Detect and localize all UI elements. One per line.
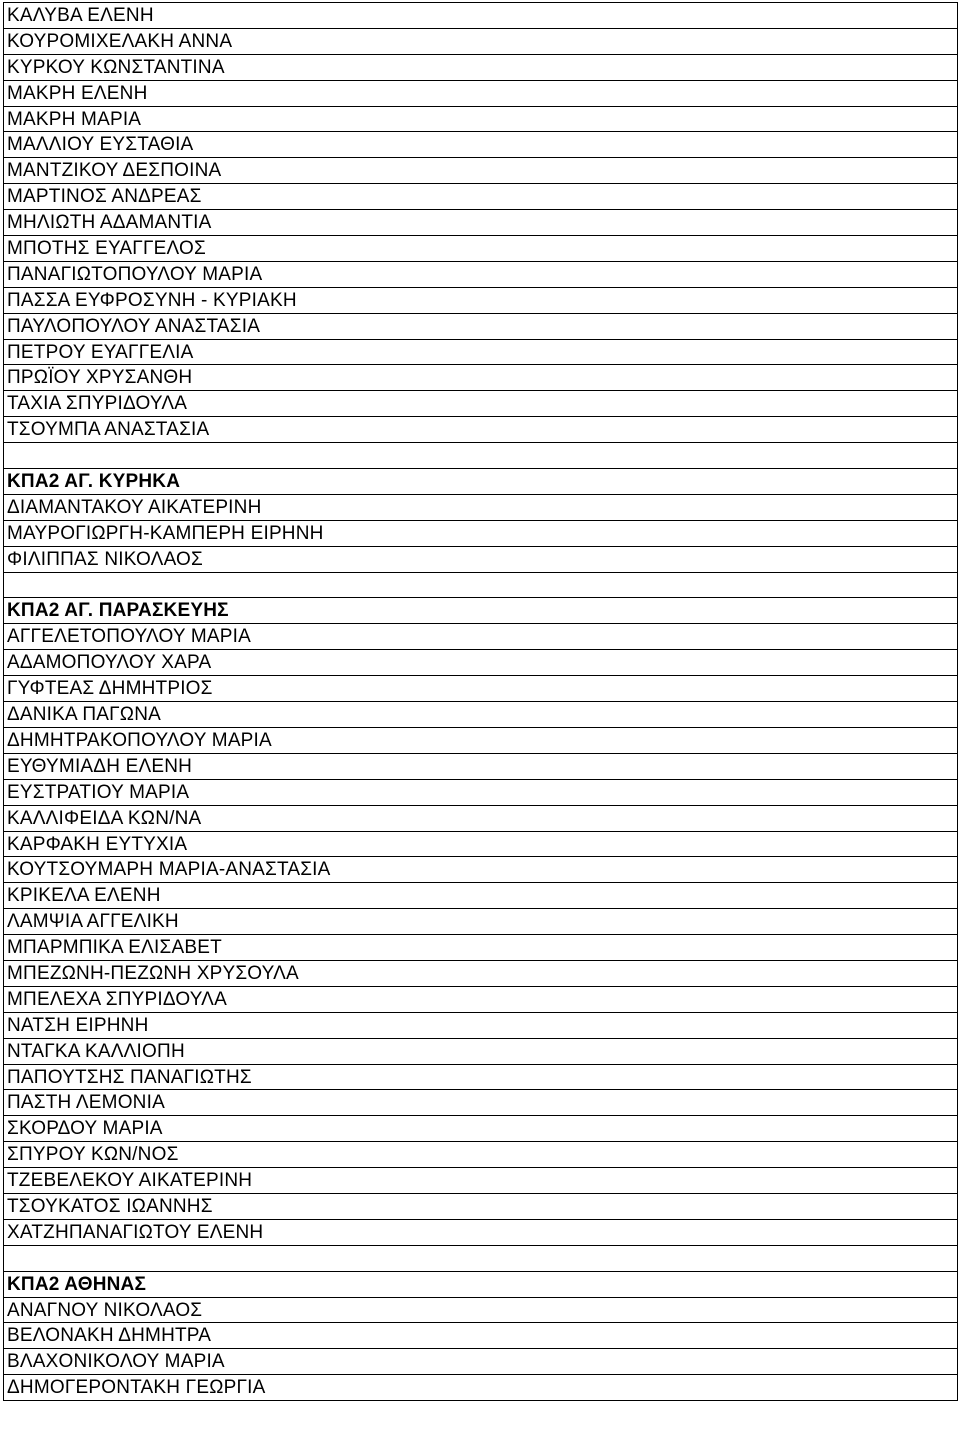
name-row: ΚΑΛΛΙΦΕΙΔΑ ΚΩΝ/ΝΑ <box>4 806 957 832</box>
name-row: ΛΑΜΨΙΑ ΑΓΓΕΛΙΚΗ <box>4 909 957 935</box>
name-row: ΔΙΑΜΑΝΤΑΚΟΥ ΑΙΚΑΤΕΡΙΝΗ <box>4 495 957 521</box>
name-row: ΜΑΡΤΙΝΟΣ ΑΝΔΡΕΑΣ <box>4 184 957 210</box>
name-row: ΕΥΘΥΜΙΑΔΗ ΕΛΕΝΗ <box>4 754 957 780</box>
name-row: ΜΑΛΛΙΟΥ ΕΥΣΤΑΘΙΑ <box>4 132 957 158</box>
name-row: ΝΑΤΣΗ ΕΙΡΗΝΗ <box>4 1013 957 1039</box>
name-row: ΚΑΛΥΒΑ ΕΛΕΝΗ <box>4 3 957 29</box>
name-row: ΜΠΕΖΩΝΗ-ΠΕΖΩΝΗ ΧΡΥΣΟΥΛΑ <box>4 961 957 987</box>
name-row: ΠΑΠΟΥΤΣΗΣ ΠΑΝΑΓΙΩΤΗΣ <box>4 1065 957 1091</box>
name-row: ΔΗΜΟΓΕΡΟΝΤΑΚΗ ΓΕΩΡΓΙΑ <box>4 1375 957 1401</box>
name-row: ΜΑΝΤΖΙΚΟΥ ΔΕΣΠΟΙΝΑ <box>4 158 957 184</box>
name-row: ΦΙΛΙΠΠΑΣ ΝΙΚΟΛΑΟΣ <box>4 547 957 573</box>
name-row: ΣΠΥΡΟΥ ΚΩΝ/ΝΟΣ <box>4 1142 957 1168</box>
name-row: ΧΑΤΖΗΠΑΝΑΓΙΩΤΟΥ ΕΛΕΝΗ <box>4 1220 957 1246</box>
name-row: ΜΑΚΡΗ ΜΑΡΙΑ <box>4 107 957 133</box>
name-row: ΠΕΤΡΟΥ ΕΥΑΓΓΕΛΙΑ <box>4 340 957 366</box>
blank-row <box>4 443 957 469</box>
name-row: ΔΗΜΗΤΡΑΚΟΠΟΥΛΟΥ ΜΑΡΙΑ <box>4 728 957 754</box>
name-row: ΚΟΥΡΟΜΙΧΕΛΑΚΗ ΑΝΝΑ <box>4 29 957 55</box>
name-row: ΠΑΣΣΑ ΕΥΦΡΟΣΥΝΗ - ΚΥΡΙΑΚΗ <box>4 288 957 314</box>
name-row: ΤΣΟΥΚΑΤΟΣ ΙΩΑΝΝΗΣ <box>4 1194 957 1220</box>
name-row: ΑΔΑΜΟΠΟΥΛΟΥ ΧΑΡΑ <box>4 650 957 676</box>
name-row: ΚΥΡΚΟΥ ΚΩΝΣΤΑΝΤΙΝΑ <box>4 55 957 81</box>
section-header: ΚΠΑ2 ΑΘΗΝΑΣ <box>4 1272 957 1298</box>
name-row: ΠΑΝΑΓΙΩΤΟΠΟΥΛΟΥ ΜΑΡΙΑ <box>4 262 957 288</box>
name-row: ΒΛΑΧΟΝΙΚΟΛΟΥ ΜΑΡΙΑ <box>4 1349 957 1375</box>
name-row: ΤΑΧΙΑ ΣΠΥΡΙΔΟΥΛΑ <box>4 391 957 417</box>
name-row: ΜΑΥΡΟΓΙΩΡΓΗ-ΚΑΜΠΕΡΗ ΕΙΡΗΝΗ <box>4 521 957 547</box>
name-row: ΤΣΟΥΜΠΑ ΑΝΑΣΤΑΣΙΑ <box>4 417 957 443</box>
section-header: ΚΠΑ2 ΑΓ. ΠΑΡΑΣΚΕΥΗΣ <box>4 598 957 624</box>
name-row: ΑΓΓΕΛΕΤΟΠΟΥΛΟΥ ΜΑΡΙΑ <box>4 624 957 650</box>
name-row: ΑΝΑΓΝΟΥ ΝΙΚΟΛΑΟΣ <box>4 1298 957 1324</box>
name-list-table <box>3 2 958 1401</box>
name-row: ΠΑΥΛΟΠΟΥΛΟΥ ΑΝΑΣΤΑΣΙΑ <box>4 314 957 340</box>
name-row: ΝΤΑΓΚΑ ΚΑΛΛΙΟΠΗ <box>4 1039 957 1065</box>
name-row: ΔΑΝΙΚΑ ΠΑΓΩΝΑ <box>4 702 957 728</box>
name-row: ΚΡΙΚΕΛΑ ΕΛΕΝΗ <box>4 883 957 909</box>
name-row: ΚΑΡΦΑΚΗ ΕΥΤΥΧΙΑ <box>4 832 957 858</box>
name-row: ΜΗΛΙΩΤΗ ΑΔΑΜΑΝΤΙΑ <box>4 210 957 236</box>
section-header: ΚΠΑ2 ΑΓ. ΚΥΡΗΚΑ <box>4 469 957 495</box>
name-row: ΜΠΑΡΜΠΙΚΑ ΕΛΙΣΑΒΕΤ <box>4 935 957 961</box>
name-row: ΜΠΕΛΕΧΑ ΣΠΥΡΙΔΟΥΛΑ <box>4 987 957 1013</box>
blank-row <box>4 1246 957 1272</box>
name-row: ΣΚΟΡΔΟΥ ΜΑΡΙΑ <box>4 1116 957 1142</box>
name-row: ΜΑΚΡΗ ΕΛΕΝΗ <box>4 81 957 107</box>
name-row: ΒΕΛΟΝΑΚΗ ΔΗΜΗΤΡΑ <box>4 1323 957 1349</box>
name-row: ΠΑΣΤΗ ΛΕΜΟΝΙΑ <box>4 1090 957 1116</box>
name-row: ΜΠΟΤΗΣ ΕΥΑΓΓΕΛΟΣ <box>4 236 957 262</box>
name-row: ΠΡΩΪΟΥ ΧΡΥΣΑΝΘΗ <box>4 365 957 391</box>
name-row: ΕΥΣΤΡΑΤΙΟΥ ΜΑΡΙΑ <box>4 780 957 806</box>
name-row: ΓΥΦΤΕΑΣ ΔΗΜΗΤΡΙΟΣ <box>4 676 957 702</box>
blank-row <box>4 573 957 599</box>
name-row: ΤΖΕΒΕΛΕΚΟΥ ΑΙΚΑΤΕΡΙΝΗ <box>4 1168 957 1194</box>
name-row: ΚΟΥΤΣΟΥΜΑΡΗ ΜΑΡΙΑ-ΑΝΑΣΤΑΣΙΑ <box>4 857 957 883</box>
